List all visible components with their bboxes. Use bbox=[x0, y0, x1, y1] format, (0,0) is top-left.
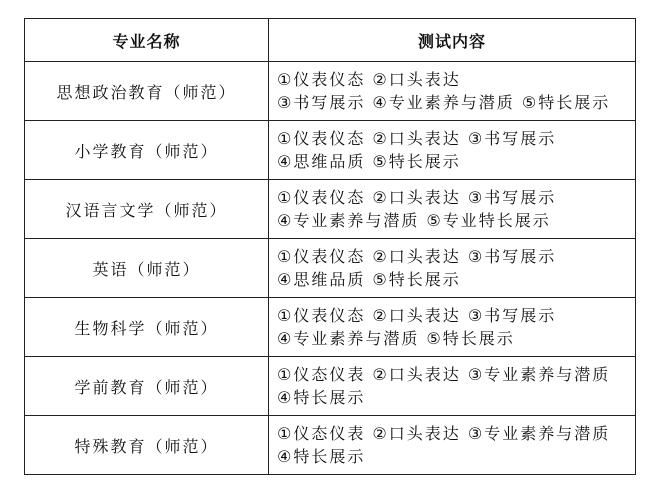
test-content-line: ①仪态仪表 ②口头表达 ③专业素养与潜质 bbox=[277, 424, 611, 443]
major-name-cell: 小学教育（师范） bbox=[25, 121, 269, 180]
header-test-content: 测试内容 bbox=[269, 19, 636, 62]
test-content-cell bbox=[269, 121, 636, 180]
test-content-line: ①仪表仪态 ②口头表达 ③书写展示 bbox=[277, 129, 557, 148]
test-content-line: ④特长展示 bbox=[277, 388, 366, 407]
major-name-cell: 生物科学（师范） bbox=[25, 298, 269, 357]
test-content-cell bbox=[269, 62, 636, 121]
test-content-cell bbox=[269, 357, 636, 416]
table-header-row bbox=[25, 19, 636, 62]
major-name-cell: 英语（师范） bbox=[25, 239, 269, 298]
test-content-line: ④特长展示 bbox=[277, 447, 366, 466]
test-content-line: ①仪表仪态 ②口头表达 ③书写展示 bbox=[277, 188, 557, 207]
table-row bbox=[25, 357, 636, 416]
test-content-line: ①仪表仪态 ②口头表达 bbox=[277, 70, 461, 89]
test-content-line: ①仪表仪态 ②口头表达 ③书写展示 bbox=[277, 306, 557, 325]
test-content-line: ④专业素养与潜质 ⑤特长展示 bbox=[277, 329, 515, 348]
test-content-line: ④专业素养与潜质 ⑤专业特长展示 bbox=[277, 211, 551, 230]
test-content-cell bbox=[269, 298, 636, 357]
major-name-cell: 思想政治教育（师范） bbox=[25, 62, 269, 121]
test-content-line: ①仪态仪表 ②口头表达 ③专业素养与潜质 bbox=[277, 365, 611, 384]
test-content-line: ④思维品质 ⑤特长展示 bbox=[277, 152, 461, 171]
major-name-cell: 汉语言文学（师范） bbox=[25, 180, 269, 239]
test-content-line: ④思维品质 ⑤特长展示 bbox=[277, 270, 461, 289]
table-row bbox=[25, 416, 636, 475]
test-content-line: ①仪表仪态 ②口头表达 ③书写展示 bbox=[277, 247, 557, 266]
test-content-cell bbox=[269, 416, 636, 475]
major-name-cell: 学前教育（师范） bbox=[25, 357, 269, 416]
test-content-cell bbox=[269, 239, 636, 298]
table-row bbox=[25, 62, 636, 121]
table-row bbox=[25, 298, 636, 357]
document-page bbox=[24, 18, 635, 480]
table-row bbox=[25, 239, 636, 298]
table-row bbox=[25, 121, 636, 180]
test-content-cell bbox=[269, 180, 636, 239]
table-row bbox=[25, 180, 636, 239]
header-major-name: 专业名称 bbox=[25, 19, 269, 62]
major-test-table bbox=[24, 18, 636, 475]
major-name-cell: 特殊教育（师范） bbox=[25, 416, 269, 475]
test-content-line: ③书写展示 ④专业素养与潜质 ⑤特长展示 bbox=[277, 93, 611, 112]
